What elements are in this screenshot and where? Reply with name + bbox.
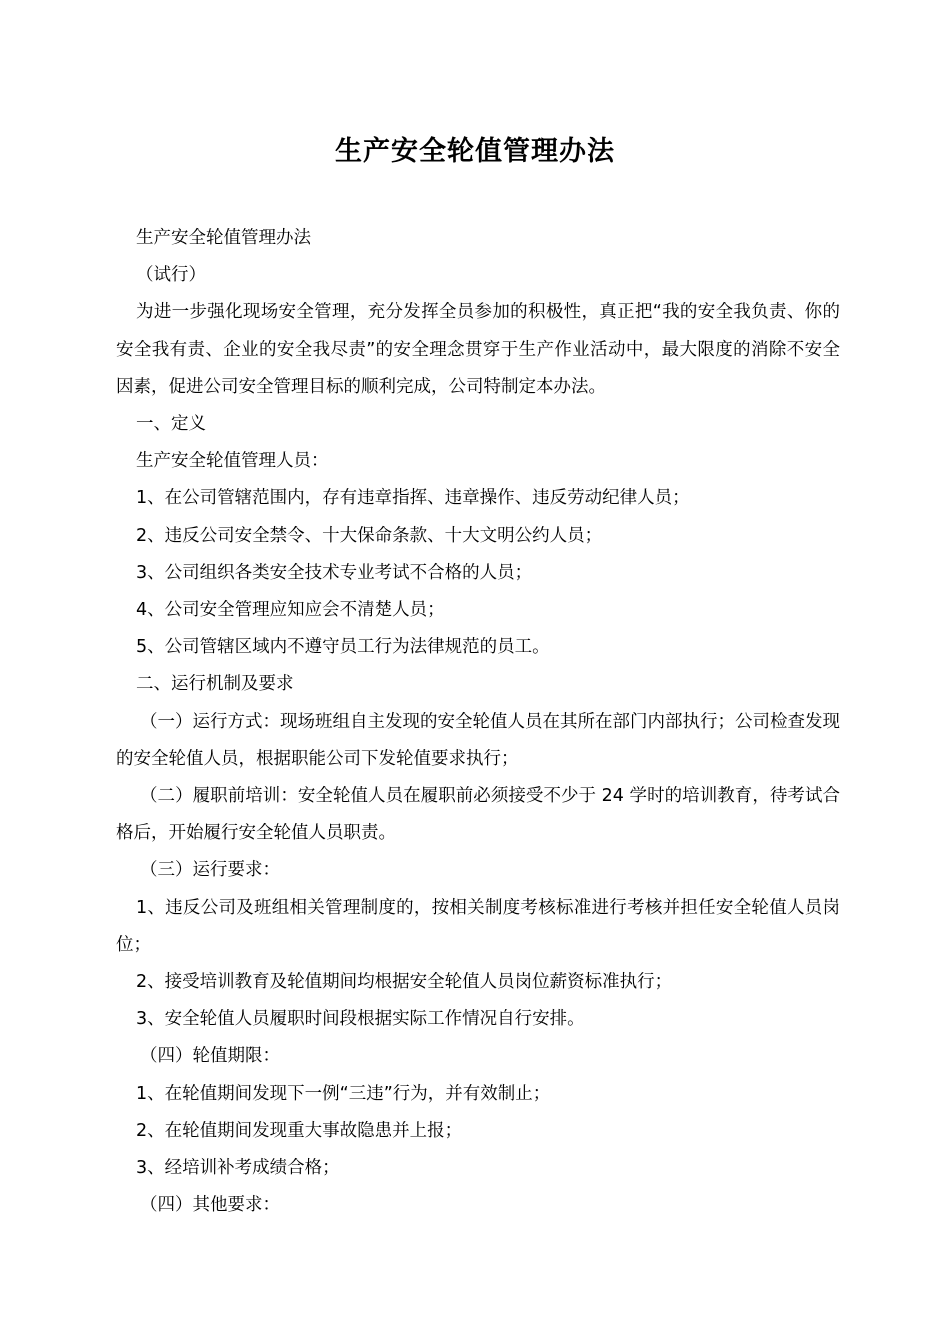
subheading-requirements: （三）运行要求： [140, 860, 280, 881]
list-item: 3、公司组织各类安全技术专业考试不合格的人员； [136, 562, 533, 583]
paragraph-operation-mode: （一）运行方式：现场班组自主发现的安全轮值人员在其所在部门内部执行；公司检查发现的安全轮值人员，根据职能公司下发轮值要求执行； [116, 711, 840, 769]
list-item: 3、安全轮值人员履职时间段根据实际工作情况自行安排。 [136, 1009, 585, 1030]
list-item: 1、在轮值期间发现下一例“三违”行为，并有效制止； [136, 1083, 551, 1104]
paragraph-trial-note: （试行） [136, 265, 206, 286]
list-item: 1、在公司管辖范围内，存有违章指挥、违章操作、违反劳动纪律人员； [136, 488, 690, 509]
list-item: 2、在轮值期间发现重大事故隐患并上报； [136, 1120, 463, 1141]
document-title: 生产安全轮值管理办法 [335, 136, 615, 167]
list-item: 1、违反公司及班组相关管理制度的，按相关制度考核标准进行考核并担任安全轮值人员岗位； [116, 897, 840, 955]
list-item: 5、公司管辖区域内不遵守员工行为法律规范的员工。 [136, 637, 550, 658]
section-heading-mechanism: 二、运行机制及要求 [136, 674, 294, 695]
section-heading-definition: 一、定义 [136, 414, 206, 435]
list-item: 2、违反公司安全禁令、十大保命条款、十大文明公约人员； [136, 525, 603, 546]
paragraph-definition-lead: 生产安全轮值管理人员： [136, 451, 329, 472]
paragraph-intro: 为进一步强化现场安全管理，充分发挥全员参加的积极性，真正把“我的安全我负责、你的安全我有责、企业的安全我尽责”的安全理念贯穿于生产作业活动中，最大限度的消除不安全因素，促进公司安全管理目标的顺利完成，公司特制定本办法。 [116, 302, 840, 397]
paragraph-subtitle: 生产安全轮值管理办法 [136, 228, 311, 248]
paragraph-pre-training: （二）履职前培训：安全轮值人员在履职前必须接受不少于 24 学时的培训教育，待考试合格后，开始履行安全轮值人员职责。 [116, 786, 840, 844]
list-item: 3、经培训补考成绩合格； [136, 1158, 340, 1179]
subheading-duty-term: （四）轮值期限： [140, 1046, 280, 1067]
subheading-other-requirements: （四）其他要求： [140, 1195, 280, 1216]
document-body [116, 220, 840, 1224]
list-item: 2、接受培训教育及轮值期间均根据安全轮值人员岗位薪资标准执行； [136, 972, 673, 993]
list-item: 4、公司安全管理应知应会不清楚人员； [136, 600, 445, 621]
